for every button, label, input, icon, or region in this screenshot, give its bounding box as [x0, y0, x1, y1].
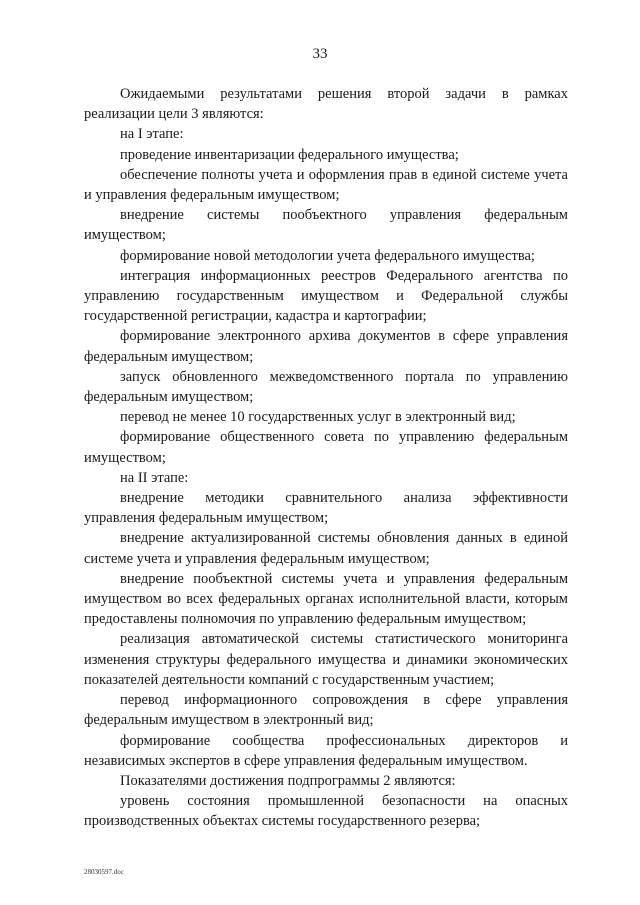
paragraph: интеграция информационных реестров Федерального агентства по управлению государственным имуществом и Федеральной службы государственной регистрации, кадастра и картографии; — [84, 267, 568, 325]
paragraph: реализация автоматической системы статистического мониторинга изменения структуры федерального имущества и динамики экономических показателей деятельности компаний с государственным участием; — [84, 631, 568, 688]
file-name-footer: 28030597.doc — [84, 868, 124, 876]
paragraph: проведение инвентаризации федерального имущества; — [120, 146, 459, 163]
paragraph: на II этапе: — [120, 469, 189, 486]
paragraph: формирование общественного совета по управлению федеральным имуществом; — [84, 429, 568, 466]
paragraph: на I этапе: — [120, 126, 184, 143]
paragraph: перевод не менее 10 государственных услуг в электронный вид; — [120, 409, 516, 426]
page-number: 33 — [312, 46, 328, 62]
document-body — [84, 84, 568, 832]
paragraph: перевод информационного сопровождения в сфере управления федеральным имуществом в электронный вид; — [84, 692, 568, 729]
paragraph: обеспечение полноты учета и оформления прав в единой системе учета и управления федеральным имуществом; — [84, 166, 568, 204]
paragraph: Ожидаемыми результатами решения второй задачи в рамках реализации цели 3 являются: — [84, 86, 568, 123]
paragraph: формирование электронного архива документов в сфере управления федеральным имуществом; — [84, 328, 568, 365]
paragraph: формирование сообщества профессиональных директоров и независимых экспертов в сфере управления федеральным имуществом. — [84, 732, 568, 769]
paragraph: уровень состояния промышленной безопасности на опасных производственных объектах системы государственного резерва; — [84, 793, 568, 830]
paragraph: внедрение пообъектной системы учета и управления федеральным имуществом во всех федеральных органах исполнительной власти, которым предоставлены полномочия по управлению федеральным имуществом; — [84, 570, 568, 628]
paragraph: запуск обновленного межведомственного портала по управлению федеральным имуществом; — [84, 368, 568, 406]
paragraph: внедрение методики сравнительного анализа эффективности управления федеральным имуществом; — [84, 490, 568, 527]
paragraph: формирование новой методологии учета федерального имущества; — [120, 247, 535, 264]
paragraph: внедрение системы пообъектного управления федеральным имуществом; — [84, 207, 568, 244]
paragraph: внедрение актуализированной системы обновления данных в единой системе учета и управления федеральным имуществом; — [84, 530, 568, 567]
paragraph: Показателями достижения подпрограммы 2 являются: — [120, 772, 456, 789]
